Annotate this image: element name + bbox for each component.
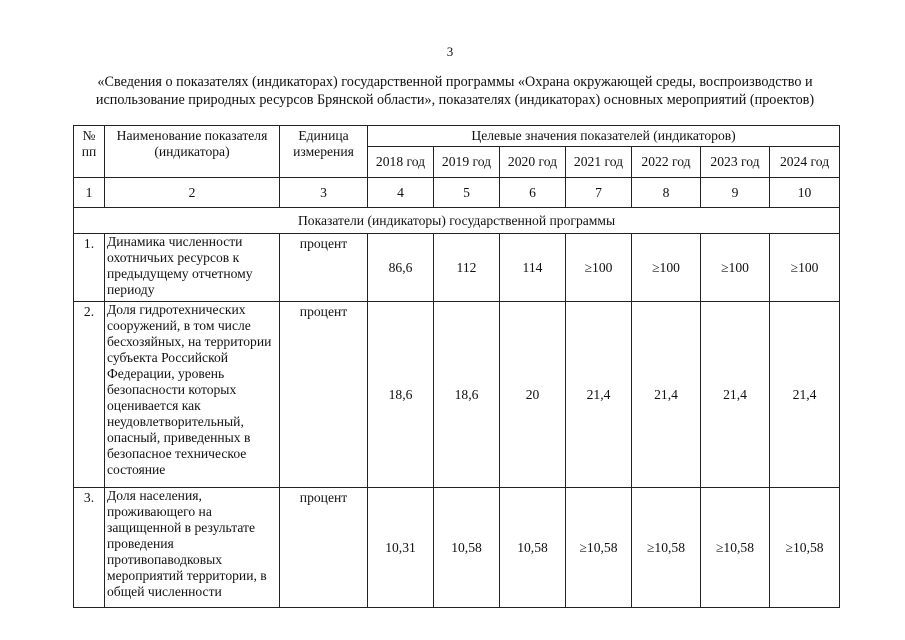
indicator-value: 10,58 [434, 488, 500, 608]
indicator-value: 21,4 [566, 302, 632, 488]
document-heading: «Сведения о показателях (индикаторах) государственной программы «Охрана окружающей среды, воспроизводство и использование природных ресурсов Брянской области», показателях (индикаторах) основных мероприятий (проектов) [95, 74, 815, 108]
indicator-value: ≥100 [701, 234, 770, 302]
column-number: 7 [566, 178, 632, 208]
indicator-name: Динамика численности охотничьих ресурсов к предыдущему отчетному периоду [105, 234, 280, 302]
header-year: 2021 год [566, 147, 632, 178]
indicator-unit: процент [280, 488, 368, 608]
indicator-value: 20 [500, 302, 566, 488]
indicator-value: 21,4 [701, 302, 770, 488]
indicator-value: 18,6 [434, 302, 500, 488]
column-number: 8 [632, 178, 701, 208]
table-row [74, 488, 840, 608]
indicator-value: 18,6 [368, 302, 434, 488]
column-number: 5 [434, 178, 500, 208]
row-number: 3. [74, 488, 105, 608]
indicator-value: ≥100 [632, 234, 701, 302]
indicator-value: ≥100 [566, 234, 632, 302]
indicator-unit: процент [280, 234, 368, 302]
table-row [74, 302, 840, 488]
indicator-value: 10,31 [368, 488, 434, 608]
header-year: 2019 год [434, 147, 500, 178]
column-number: 3 [280, 178, 368, 208]
header-year: 2020 год [500, 147, 566, 178]
indicator-value: ≥10,58 [566, 488, 632, 608]
indicator-name: Доля гидротехнических сооружений, в том числе бесхозяйных, на территории субъекта Российской Федерации, уровень безопасности которых оценивается как неудовлетворительный, опасный, приведенных в безопасное техническое состояние [105, 302, 280, 488]
header-num: № пп [74, 126, 105, 178]
header-year: 2023 год [701, 147, 770, 178]
column-number: 6 [500, 178, 566, 208]
indicator-name: Доля населения, проживающего на защищенной в результате проведения противопаводковых мероприятий территории, в общей численности [105, 488, 280, 608]
column-number: 4 [368, 178, 434, 208]
row-number: 1. [74, 234, 105, 302]
header-year: 2024 год [770, 147, 840, 178]
section-title: Показатели (индикаторы) государственной программы [74, 208, 840, 234]
indicator-value: ≥100 [770, 234, 840, 302]
indicator-value: 114 [500, 234, 566, 302]
page-number: 3 [446, 44, 454, 59]
indicator-value: 86,6 [368, 234, 434, 302]
header-unit: Единица измерения [280, 126, 368, 178]
header-targets: Целевые значения показателей (индикаторов) [368, 126, 840, 147]
row-number: 2. [74, 302, 105, 488]
column-number: 2 [105, 178, 280, 208]
indicator-value: ≥10,58 [632, 488, 701, 608]
header-name: Наименование показателя (индикатора) [105, 126, 280, 178]
table-row [74, 234, 840, 302]
indicator-value: 10,58 [500, 488, 566, 608]
column-number: 10 [770, 178, 840, 208]
indicator-value: 112 [434, 234, 500, 302]
indicator-value: ≥10,58 [770, 488, 840, 608]
indicator-value: ≥10,58 [701, 488, 770, 608]
header-year: 2018 год [368, 147, 434, 178]
indicator-value: 21,4 [770, 302, 840, 488]
header-year: 2022 год [632, 147, 701, 178]
column-number: 1 [74, 178, 105, 208]
column-number: 9 [701, 178, 770, 208]
indicator-unit: процент [280, 302, 368, 488]
indicators-table [73, 125, 840, 608]
indicator-value: 21,4 [632, 302, 701, 488]
